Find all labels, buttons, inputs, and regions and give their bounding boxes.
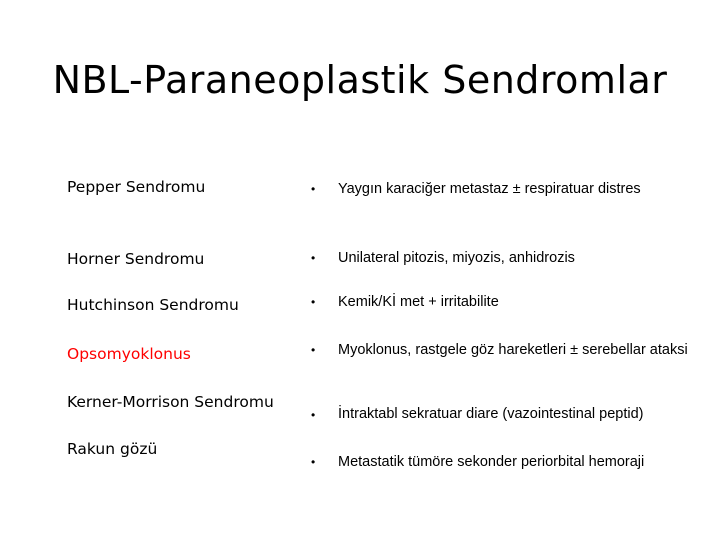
bullet-icon: • [311,408,316,422]
bullet-icon: • [311,343,316,357]
description-pepper: Yaygın karaciğer metastaz ± respiratuar distres [338,181,641,197]
syndrome-kerner-morrison: Kerner-Morrison Sendromu [67,393,274,411]
description-opsomyoklonus: Myoklonus, rastgele göz hareketleri ± serebellar ataksi [338,342,688,358]
bullet-icon: • [311,455,316,469]
bullet-icon: • [311,251,316,265]
bullet-icon: • [311,295,316,309]
bullet-icon: • [311,182,316,196]
syndrome-hutchinson: Hutchinson Sendromu [67,296,239,314]
syndrome-rakun-gozu: Rakun gözü [67,440,158,458]
description-horner: Unilateral pitozis, miyozis, anhidrozis [338,250,575,266]
description-kerner-morrison: İntraktabl sekratuar diare (vazointestinal peptid) [338,406,644,422]
slide-title: NBL-Paraneoplastik Sendromlar [52,58,668,102]
syndrome-opsomyoklonus: Opsomyoklonus [67,345,191,363]
syndrome-pepper: Pepper Sendromu [67,178,206,196]
description-hutchinson: Kemik/Kİ met + irritabilite [338,294,499,310]
description-rakun-gozu: Metastatik tümöre sekonder periorbital hemoraji [338,454,645,470]
syndrome-horner: Horner Sendromu [67,250,205,268]
